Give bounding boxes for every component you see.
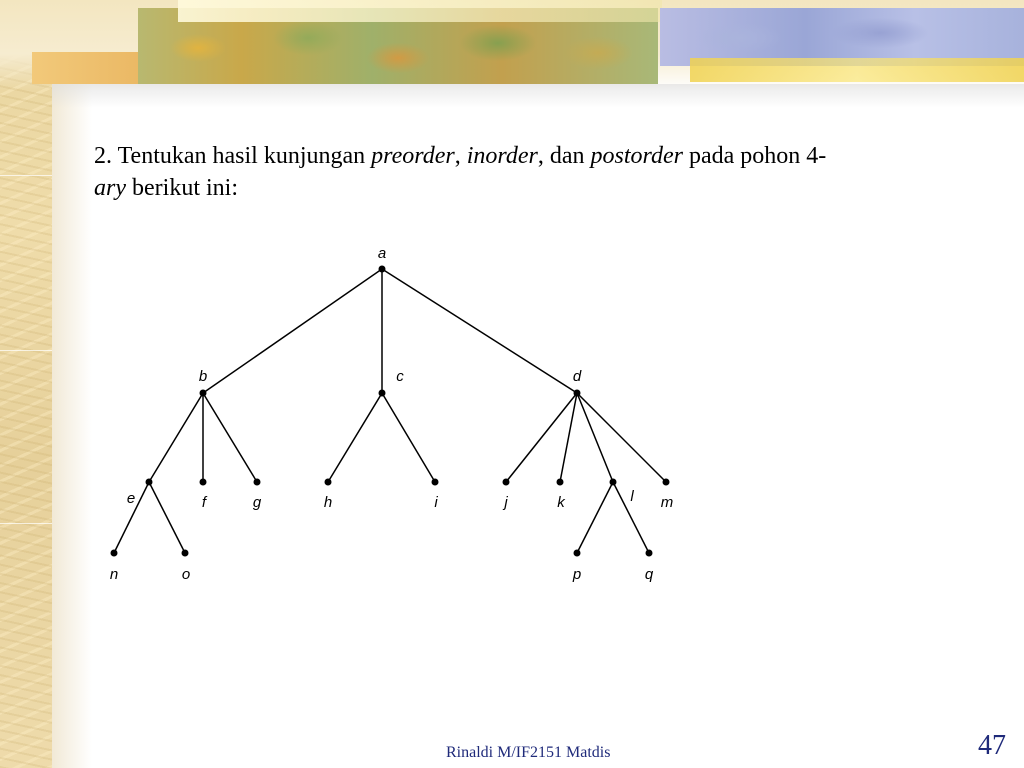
tree-labels — [110, 245, 673, 583]
node-n — [111, 550, 118, 557]
edge-l-p — [577, 482, 613, 553]
node-c — [379, 390, 386, 397]
edge-c-i — [382, 393, 435, 482]
question-sep-2: , dan — [537, 143, 591, 169]
node-b — [200, 390, 207, 397]
term-ary: ary — [94, 175, 126, 201]
node-d — [574, 390, 581, 397]
question-part-2: pada pohon 4- — [682, 143, 827, 169]
edge-a-d — [382, 269, 577, 393]
edge-e-o — [149, 482, 185, 553]
node-label-f: f — [201, 494, 207, 511]
node-label-j: j — [504, 494, 508, 511]
node-label-d: d — [572, 368, 582, 385]
question-part-1: Tentukan hasil kunjungan — [112, 143, 372, 169]
node-label-n: n — [109, 566, 119, 583]
node-f — [200, 479, 207, 486]
tree-nodes — [111, 266, 670, 557]
node-label-o: o — [181, 566, 191, 583]
node-i — [432, 479, 439, 486]
node-p — [574, 550, 581, 557]
node-l — [610, 479, 617, 486]
node-label-p: p — [572, 566, 582, 583]
node-label-l: l — [630, 488, 634, 505]
node-label-a: a — [377, 245, 387, 262]
edge-d-m — [577, 393, 666, 482]
edge-c-h — [328, 393, 382, 482]
question-number: 2. — [94, 143, 112, 169]
node-label-g: g — [252, 494, 262, 511]
node-q — [646, 550, 653, 557]
term-inorder: inorder — [466, 143, 538, 169]
edge-b-g — [203, 393, 257, 482]
node-a — [379, 266, 386, 273]
page-number: 47 — [978, 730, 1006, 761]
node-h — [325, 479, 332, 486]
node-label-i: i — [434, 494, 438, 511]
node-label-h: h — [323, 494, 333, 511]
node-j — [503, 479, 510, 486]
node-k — [557, 479, 564, 486]
edge-d-l — [577, 393, 613, 482]
edge-b-e — [149, 393, 203, 482]
term-preorder: preorder — [371, 143, 455, 169]
node-label-c: c — [396, 368, 404, 385]
edge-a-b — [203, 269, 382, 393]
node-e — [146, 479, 153, 486]
edge-d-k — [560, 393, 577, 482]
node-g — [254, 479, 261, 486]
term-postorder: postorder — [590, 143, 683, 169]
tree-edges — [114, 269, 666, 553]
node-label-m: m — [660, 494, 674, 511]
node-label-q: q — [644, 566, 654, 583]
question-part-3: berikut ini: — [126, 175, 238, 201]
node-label-e: e — [126, 490, 136, 507]
footer-text: Rinaldi M/IF2151 Matdis — [446, 744, 611, 761]
node-o — [182, 550, 189, 557]
node-label-b: b — [198, 368, 208, 385]
edge-d-j — [506, 393, 577, 482]
node-label-k: k — [557, 494, 565, 511]
node-m — [663, 479, 670, 486]
question-sep-1: , — [454, 143, 467, 169]
